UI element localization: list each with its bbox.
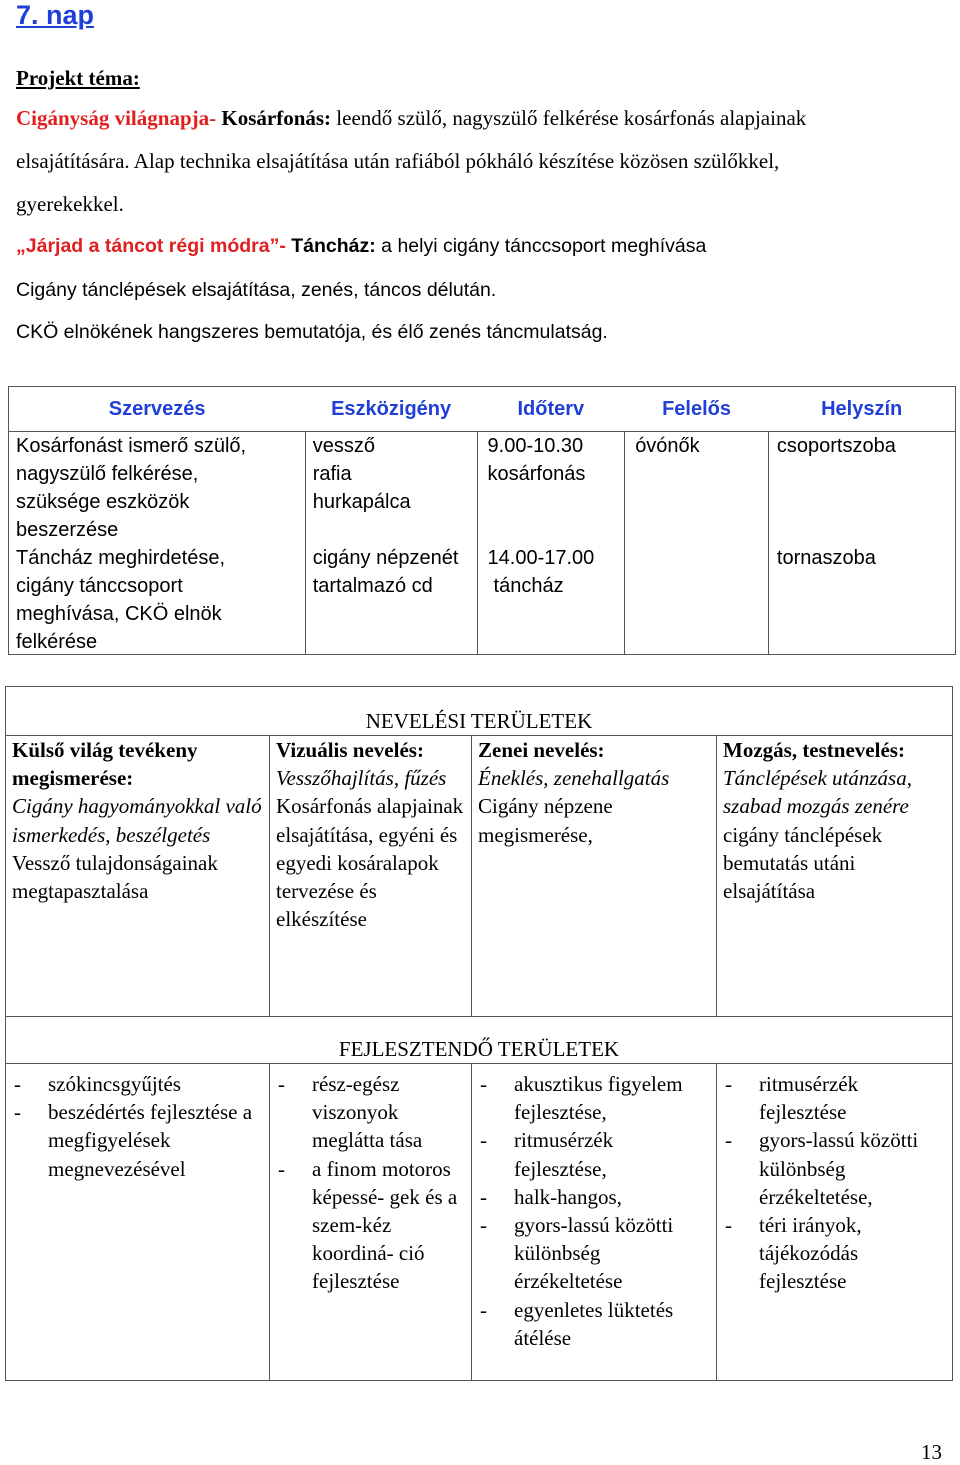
dev-item: - rész-egész viszonyok meglátta tása: [276, 1070, 465, 1155]
responsible-text: óvónők: [635, 435, 700, 457]
header-idoterv: Időterv: [477, 387, 625, 432]
tool-text: hurkapálca: [312, 491, 411, 513]
dev-item: - szókincsgyűjtés: [12, 1070, 263, 1098]
area-italic: Éneklés, zenehallgatás: [478, 766, 670, 791]
page-number: 13: [921, 1440, 942, 1464]
org-text: cigány tánccsoport: [16, 575, 183, 597]
fejlesztendo-header-text: FEJLESZTENDŐ TERÜLETEK: [338, 1036, 620, 1061]
project-title-red: Cigányság világnapja-: [16, 106, 217, 130]
dance-desc: a helyi cigány tánccsoport meghívása: [375, 235, 707, 257]
areas-table: [5, 686, 953, 1381]
org-body-row: [9, 432, 956, 655]
cell-helyszin: [768, 432, 955, 655]
location-text: tornaszoba: [776, 547, 876, 569]
time-text: 9.00-10.30: [487, 435, 584, 457]
dance-line-3: CKÖ elnökének hangszeres bemutatója, és élő zenés táncmulatság.: [16, 321, 608, 343]
header-felelos: Felelős: [625, 387, 769, 432]
project-line-1: [16, 104, 806, 132]
tool-text: vessző: [312, 435, 375, 457]
header-helyszin: Helyszín: [768, 387, 955, 432]
project-line-3: gyerekekkel.: [16, 192, 124, 216]
location-text: csoportszoba: [776, 435, 896, 457]
area-text: Vessző tulajdonságainak megtapasztalása: [12, 850, 218, 904]
area-zenei: [472, 736, 717, 1017]
area-kulso-vilag: [6, 736, 270, 1017]
org-text: nagyszülő felkérése,: [16, 463, 199, 485]
time-text: 14.00-17.00: [487, 547, 595, 569]
dev-mozgas: [717, 1064, 953, 1381]
nevelesi-header-text: NEVELÉSI TERÜLETEK: [365, 708, 593, 733]
dev-item: - a finom motoros képessé- gek és a szem-kéz koordiná- ció fejlesztése: [276, 1155, 465, 1296]
org-text: Kosárfonást ismerő szülő,: [16, 435, 247, 457]
dev-item: - halk-hangos,: [478, 1183, 710, 1211]
dev-vizualis: [270, 1064, 472, 1381]
area-text: cigány tánclépések bemutatás utáni elsajátítása: [723, 822, 883, 904]
cell-szervezes: [9, 432, 306, 655]
organization-table: [8, 386, 956, 655]
header-szervezes: Szervezés: [9, 387, 306, 432]
area-text: Kosárfonás alapjainak elsajátítása, egyéni és egyedi kosáralapok tervezése és elkészítése: [276, 794, 464, 932]
dev-item: - akusztikus figyelem fejlesztése,: [478, 1070, 710, 1126]
cell-eszkozigeny: [305, 432, 477, 655]
cell-felelos: [625, 432, 769, 655]
header-eszkozigeny: Eszközigény: [305, 387, 477, 432]
dev-item: - egyenletes lüktetés átélése: [478, 1296, 710, 1352]
org-header-row: [9, 387, 956, 432]
dev-item: - ritmusérzék fejlesztése,: [478, 1126, 710, 1182]
fejlesztendo-row: [6, 1064, 953, 1381]
dance-title-red: „Járjad a táncot régi módra”-: [16, 235, 286, 257]
cell-idoterv: [477, 432, 625, 655]
area-vizualis: [270, 736, 472, 1017]
dev-item: - téri irányok, tájékozódás fejlesztése: [723, 1211, 946, 1296]
dance-subtitle: Táncház:: [285, 235, 376, 257]
fejlesztendo-header: [6, 1017, 953, 1064]
dance-line-2: Cigány tánclépések elsajátítása, zenés, táncos délután.: [16, 279, 497, 301]
fejlesztendo-header-row: [6, 1017, 953, 1064]
org-text: szüksége eszközök: [16, 491, 190, 513]
dev-item: - ritmusérzék fejlesztése: [723, 1070, 946, 1126]
area-title: Külső világ tevékeny megismerése:: [12, 738, 198, 791]
area-text: Cigány népzene megismerése,: [478, 794, 613, 847]
org-text: meghívása, CKÖ elnök: [16, 603, 222, 625]
dev-item: - gyors-lassú közötti különbség érzékeltetése: [478, 1211, 710, 1296]
area-italic: Vesszőhajlítás, fűzés: [276, 766, 447, 791]
nevelesi-header-row: [6, 687, 953, 736]
area-title: Zenei nevelés:: [478, 738, 605, 762]
org-text: beszerzése: [16, 519, 119, 541]
nevelesi-header: [6, 687, 953, 736]
dev-item: - gyors-lassú közötti különbség érzékeltetése,: [723, 1126, 946, 1211]
tool-text: cigány népzenét: [312, 547, 459, 569]
org-text: felkérése: [16, 631, 98, 653]
time-text: kosárfonás: [487, 463, 586, 485]
day-title: 7. nap: [16, 0, 95, 30]
time-text: táncház: [493, 575, 564, 597]
project-label: Projekt téma:: [16, 66, 140, 90]
dev-zenei: [472, 1064, 717, 1381]
tool-text: tartalmazó cd: [312, 575, 433, 597]
area-italic: Cigány hagyományokkal való ismerkedés, beszélgetés: [12, 794, 262, 847]
project-line-2: elsajátítására. Alap technika elsajátítása után rafiából pókháló készítése közösen szülőkkel,: [16, 149, 780, 173]
area-italic: Tánclépések utánzása, szabad mozgás zenére: [723, 766, 912, 819]
dev-item: - beszédértés fejlesztése a megfigyelések megnevezésével: [12, 1098, 263, 1183]
area-title: Mozgás, testnevelés:: [723, 738, 905, 762]
area-mozgas: [717, 736, 953, 1017]
project-desc: leendő szülő, nagyszülő felkérése kosárfonás alapjainak: [331, 106, 807, 130]
tool-text: rafia: [312, 463, 352, 485]
org-text: Táncház meghirdetése,: [16, 547, 226, 569]
dev-kulso-vilag: [6, 1064, 270, 1381]
project-subtitle: Kosárfonás:: [216, 106, 332, 130]
area-title: Vizuális nevelés:: [276, 738, 424, 762]
nevelesi-row: [6, 736, 953, 1017]
dance-line-1: [16, 232, 706, 260]
